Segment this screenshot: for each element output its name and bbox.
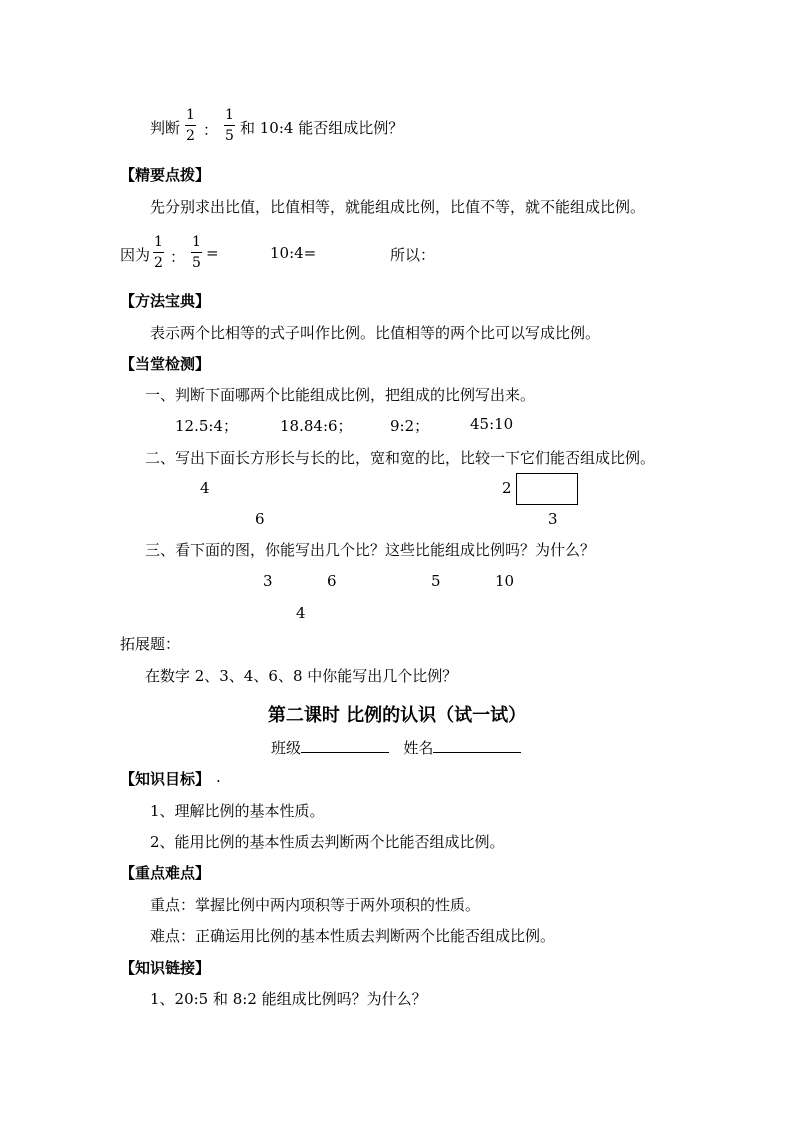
name-label: 姓名 [403, 739, 434, 757]
keypoints-heading: 【重点难点】 [120, 864, 211, 882]
goal-item: 2、能用比例的基本性质去判断两个比能否组成比例。 [150, 833, 505, 851]
goal-item: 1、理解比例的基本性质。 [150, 802, 325, 820]
name-blank[interactable] [433, 737, 521, 753]
check-q1: 一、判断下面哪两个比能组成比例，把组成的比例写出来。 [145, 386, 536, 404]
because-prefix: 因为 [120, 246, 151, 264]
links-q1: 1、20:5 和 8:2 能组成比例吗？为什么？ [150, 990, 427, 1008]
problem-prefix: 判断 [150, 119, 181, 137]
rect2-height-label: 2 [502, 479, 512, 497]
keypoints-focus: 重点：掌握比例中两内项积等于两外项积的性质。 [150, 896, 481, 914]
q3-number: 5 [431, 572, 441, 590]
hint-heading: 【精要点拨】 [120, 166, 211, 184]
q1-ratio: 12.5:4； [175, 417, 238, 435]
goals-dot: . [216, 768, 221, 786]
check-q3: 三、看下面的图，你能写出几个比？这些比能组成比例吗？为什么？ [145, 541, 596, 559]
rectangle-shape [516, 473, 578, 505]
class-name-line [271, 737, 521, 758]
rect1-width-label: 6 [255, 510, 265, 528]
because-ratio: 10:4= [270, 244, 317, 262]
fraction-one-half: 1 2 [186, 107, 195, 144]
check-heading: 【当堂检测】 [120, 355, 211, 373]
method-heading: 【方法宝典】 [120, 292, 211, 310]
rect2-width-label: 3 [548, 510, 558, 528]
because-colon: ： [170, 248, 186, 266]
because-fraction-half: 1 2 [154, 234, 163, 271]
fraction-one-fifth: 1 5 [225, 107, 234, 144]
rect1-height-label: 4 [200, 479, 210, 497]
q3-number: 4 [296, 604, 306, 622]
extension-text: 在数字 2、3、4、6、8 中你能写出几个比例？ [145, 667, 458, 685]
class-label: 班级 [271, 739, 302, 757]
because-fraction-fifth: 1 5 [192, 234, 201, 271]
hint-text: 先分别求出比值，比值相等，就能组成比例，比值不等，就不能组成比例。 [150, 198, 646, 216]
q1-ratio: 9:2； [390, 417, 430, 435]
keypoints-difficulty: 难点：正确运用比例的基本性质去判断两个比能否组成比例。 [150, 927, 556, 945]
links-heading: 【知识链接】 [120, 959, 211, 977]
lesson-title: 第二课时 比例的认识（试一试） [267, 705, 527, 726]
extension-heading: 拓展题： [120, 635, 181, 653]
class-blank[interactable] [301, 737, 389, 753]
q3-number: 10 [495, 572, 515, 590]
because-equals: = [206, 244, 219, 262]
check-q2: 二、写出下面长方形长与长的比，宽和宽的比，比较一下它们能否组成比例。 [145, 449, 656, 467]
q3-number: 6 [327, 572, 337, 590]
q1-ratio: 18.84:6； [280, 417, 353, 435]
goals-heading: 【知识目标】 [120, 770, 211, 788]
because-therefore: 所以： [390, 246, 436, 264]
problem-colon: ： [203, 121, 219, 139]
method-text: 表示两个比相等的式子叫作比例。比值相等的两个比可以写成比例。 [150, 324, 601, 342]
q1-ratio: 45:10 [470, 415, 514, 433]
q3-number: 3 [263, 572, 273, 590]
problem-suffix: 和 10:4 能否组成比例？ [240, 119, 404, 137]
